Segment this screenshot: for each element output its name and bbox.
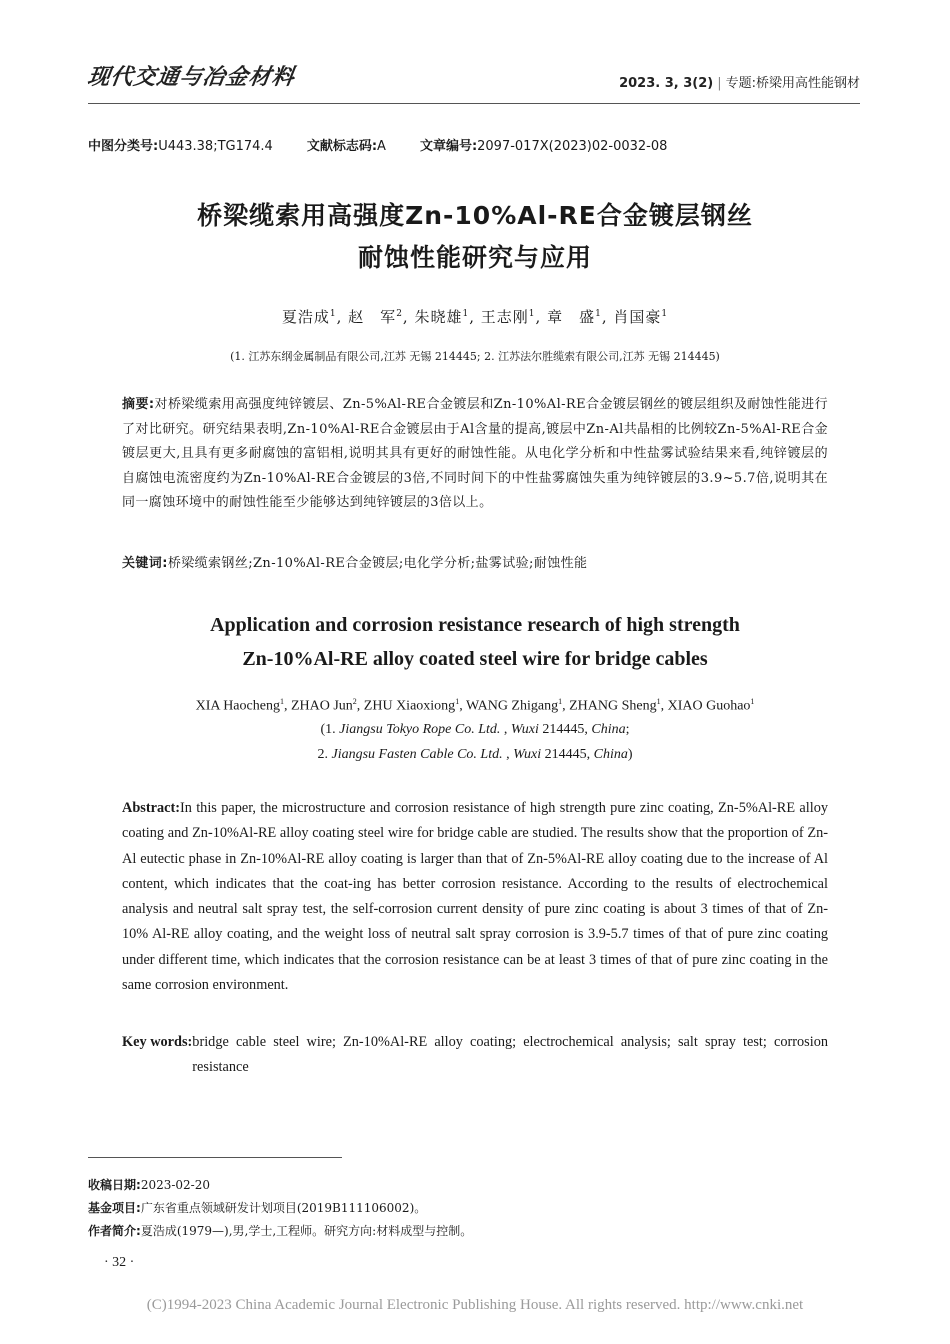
author-en: ZHU Xiaoxiong xyxy=(363,698,456,714)
aff-zip: 214445, xyxy=(538,722,592,737)
author-cn: 章 盛 xyxy=(547,308,596,326)
keywords-en-label: Key words: xyxy=(122,1034,193,1050)
doc-code-value: A xyxy=(377,139,386,154)
funding-value: 广东省重点领域研发计划项目(2019B111106002)。 xyxy=(140,1201,427,1215)
affiliation-en-2 xyxy=(0,747,950,763)
affiliation-en-1 xyxy=(0,722,950,738)
keywords-cn xyxy=(122,552,828,577)
author-cn: 王志刚 xyxy=(480,308,529,326)
author-en: XIAO Guohao xyxy=(667,698,751,714)
author-en: XIA Haocheng xyxy=(195,698,280,714)
author-separator: , xyxy=(336,308,349,326)
author-separator: , xyxy=(469,308,481,326)
aff-city: Wuxi xyxy=(510,722,539,737)
doc-code-label: 文献标志码: xyxy=(306,139,378,154)
clc-value: U443.38;TG174.4 xyxy=(158,139,273,154)
aff-country: China xyxy=(591,722,626,737)
abstract-en-text: In this paper, the microstructure and corrosion resistance of high strength pure zinc coating, Zn-5%Al-RE alloy coating and Zn-10%Al-RE alloy coating steel wire for bridge cable are studied. The results show that the proportion of Zn-Al eutectic phase in Zn-10%Al-RE alloy coating is larger than that of Zn-5%Al-RE alloy coating due to the increase of Al content, which indicates that the coat-ing has better corrosion resistance. According to the results of electrochemical analysis and neutral salt spray test, the self-corrosion current density of pure zinc coating is about 3 times of that of Zn-10% Al-RE alloy coating, and the weight loss of neutral salt spray corrosion is 3.9-5.7 times of that of pure zinc coating under different time, which indicates that the corrosion resistance can be at least 3 times of that of pure zinc coating in the same corrosion environment. xyxy=(122,800,828,994)
authors-cn xyxy=(0,306,950,327)
author-en: ZHANG Sheng xyxy=(569,698,657,714)
author-separator: , xyxy=(562,698,570,714)
author-sup: 1 xyxy=(279,697,284,706)
abstract-cn xyxy=(122,393,828,516)
aff-sep: , xyxy=(500,722,511,737)
author-sup: 1 xyxy=(455,697,460,706)
abstract-cn-text: 对桥梁缆索用高强度纯锌镀层、Zn-5%Al-RE合金镀层和Zn-10%Al-RE合金镀层钢丝的镀层组织及耐蚀性能进行了对比研究。研究结果表明,Zn-10%Al-RE合金镀层由于Al含量的提高,镀层中Zn-Al共晶相的比例较Zn-5%Al-RE合金镀层更大,且具有更多耐腐蚀的富铝相,说明其具有更好的耐蚀性能。从电化学分析和中性盐雾试验结果来看,纯锌镀层的自腐蚀电流密度约为Zn-10%Al-RE合金镀层的3倍,不同时间下的中性盐雾腐蚀失重为纯锌镀层的3.9~5.7倍,说明其在同一腐蚀环境中的耐蚀性能至少能够达到纯锌镀层的3倍以上。 xyxy=(122,397,829,510)
aff-country: China xyxy=(593,747,628,762)
copyright-watermark: (C)1994-2023 China Academic Journal Electronic Publishing House. All rights reserved. http://www.cnki.net xyxy=(146,1297,804,1313)
author-separator: , xyxy=(660,698,668,714)
abstract-en xyxy=(122,796,828,998)
author-separator: , xyxy=(402,308,415,326)
author-separator: , xyxy=(601,308,614,326)
footnote-author xyxy=(88,1222,472,1239)
title-en-line-2: Zn-10%Al-RE alloy coated steel wire for bridge cables xyxy=(242,648,708,670)
author-cn: 朱晓雄 xyxy=(414,308,463,326)
keywords-cn-text: 桥梁缆索钢丝;Zn-10%Al-RE合金镀层;电化学分析;盐雾试验;耐蚀性能 xyxy=(167,556,588,571)
journal-volume: 2023. 3, 3(2) xyxy=(619,76,714,91)
abstract-cn-label: 摘要: xyxy=(122,397,155,412)
author-bio-value: 夏浩成(1979—),男,学士,工程师。研究方向:材料成型与控制。 xyxy=(140,1224,473,1238)
author-separator: , xyxy=(459,698,466,714)
author-en: ZHAO Jun xyxy=(290,698,353,714)
aff-org: Jiangsu Tokyo Rope Co. Ltd. xyxy=(339,722,501,737)
authors-en xyxy=(0,697,950,715)
author-separator: , xyxy=(356,698,364,714)
aff-end: ) xyxy=(627,747,633,762)
aff-city: Wuxi xyxy=(513,747,542,762)
footnote-funding xyxy=(88,1199,426,1216)
header-meta xyxy=(619,72,860,91)
author-separator: , xyxy=(283,698,291,714)
column-label: 专题:桥梁用高性能钢材 xyxy=(725,76,860,91)
author-sup: 1 xyxy=(558,697,563,706)
journal-logo: 现代交通与冶金材料 xyxy=(85,64,297,90)
keywords-en xyxy=(122,1030,828,1081)
author-sup: 1 xyxy=(528,309,536,319)
affiliations-cn: (1. 江苏东纲金属制品有限公司,江苏 无锡 214445; 2. 江苏法尔胜缆索有限公司,江苏 无锡 214445) xyxy=(230,350,720,363)
author-cn: 肖国豪 xyxy=(613,308,662,326)
author-sup: 1 xyxy=(661,309,669,319)
classification-line xyxy=(88,135,667,154)
author-sup: 2 xyxy=(352,697,357,706)
aff-prefix: (1. xyxy=(320,722,340,737)
title-cn-line-2: 耐蚀性能研究与应用 xyxy=(357,243,592,272)
header-separator: | xyxy=(717,76,722,91)
author-cn: 赵 军 xyxy=(348,308,397,326)
author-sup: 1 xyxy=(462,309,470,319)
author-sup: 1 xyxy=(595,309,602,319)
page-number: · 32 · xyxy=(104,1255,135,1270)
footnote-divider xyxy=(88,1157,342,1158)
funding-label: 基金项目: xyxy=(88,1201,141,1215)
abstract-en-label: Abstract: xyxy=(122,800,180,816)
aff-org: Jiangsu Fasten Cable Co. Ltd. xyxy=(331,747,503,762)
keywords-en-text: bridge cable steel wire; Zn-10%Al-RE alloy coating; electrochemical analysis; salt spray test; corrosion resistance xyxy=(192,1034,828,1076)
footnote-received xyxy=(88,1176,210,1193)
author-cn: 夏浩成 xyxy=(281,308,330,326)
aff-end: ; xyxy=(625,722,630,737)
author-en: WANG Zhigang xyxy=(465,698,559,714)
author-sup: 1 xyxy=(329,309,337,319)
author-sup: 1 xyxy=(656,697,661,706)
author-bio-label: 作者简介: xyxy=(88,1224,141,1238)
article-no-value: 2097-017X(2023)02-0032-08 xyxy=(477,139,668,154)
article-no-label: 文章编号: xyxy=(419,139,478,154)
received-value: 2023-02-20 xyxy=(140,1178,210,1192)
keywords-cn-label: 关键词: xyxy=(122,556,168,571)
aff-zip: 214445, xyxy=(541,747,594,762)
title-cn-line-1: 桥梁缆索用高强度Zn-10%Al-RE合金镀层钢丝 xyxy=(197,201,753,230)
title-en-line-1: Application and corrosion resistance research of high strength xyxy=(210,614,740,636)
author-sup: 1 xyxy=(750,697,755,706)
aff-sep: , xyxy=(502,747,514,762)
clc-label: 中图分类号: xyxy=(88,139,159,154)
author-sup: 2 xyxy=(396,309,403,319)
aff-prefix: 2. xyxy=(317,747,332,762)
author-separator: , xyxy=(535,308,548,326)
header-divider xyxy=(88,103,860,104)
received-label: 收稿日期: xyxy=(88,1178,141,1192)
